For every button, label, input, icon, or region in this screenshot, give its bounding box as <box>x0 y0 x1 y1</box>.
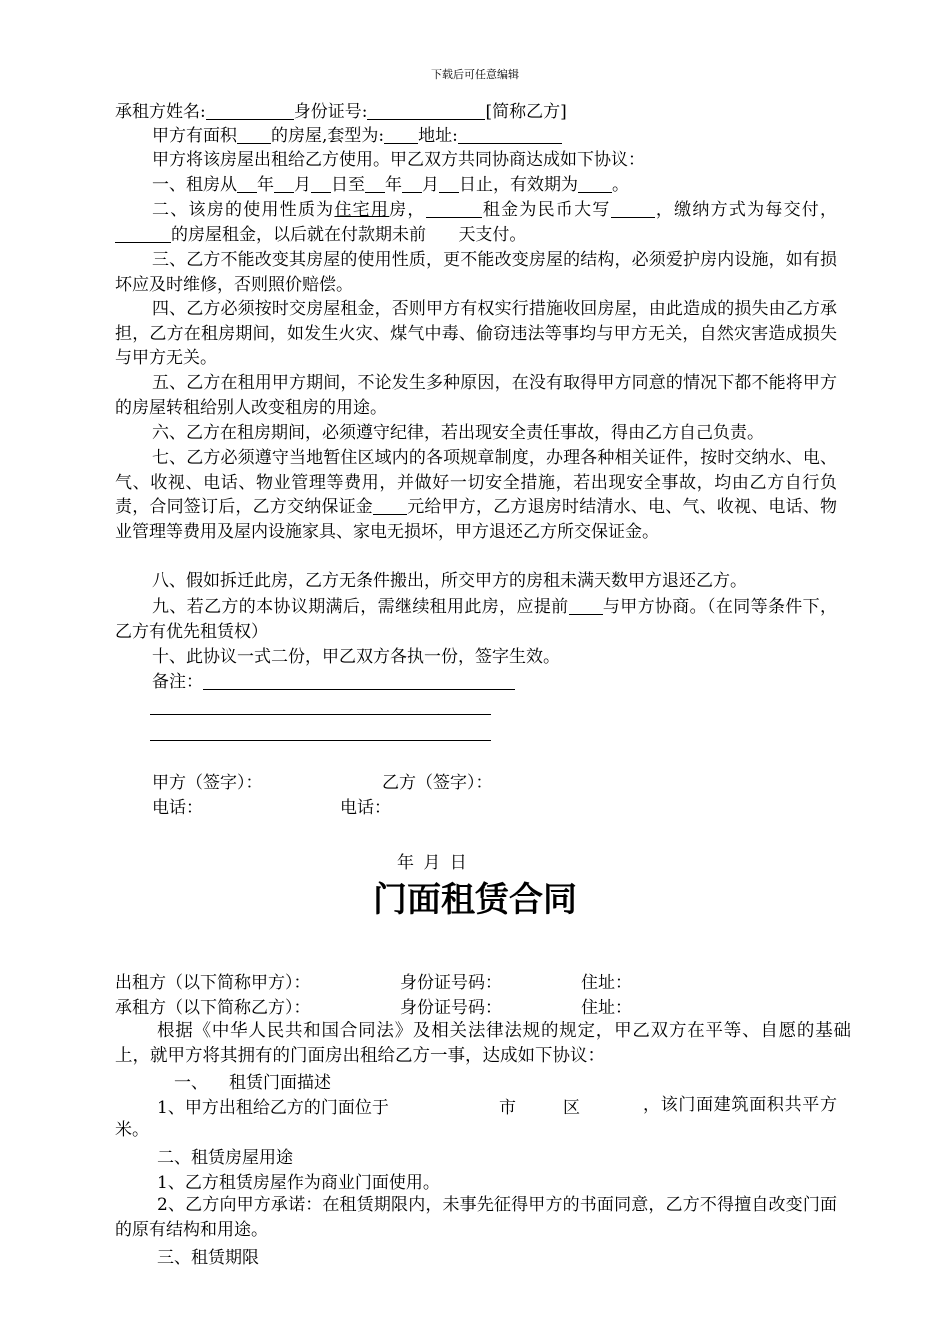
blank[interactable] <box>237 174 257 193</box>
blank[interactable] <box>274 174 294 193</box>
section-2-title: 二、租赁房屋用途 <box>157 1148 293 1168</box>
date-line: 年 月 日 <box>397 853 467 873</box>
c1-f: 月 <box>422 175 439 195</box>
c9-b: 与甲方协商。（在同等条件下，乙方有优先租赁权） <box>115 597 838 642</box>
blank[interactable] <box>311 174 331 193</box>
c1-c: 月 <box>294 175 311 195</box>
lessee-id-label: 身份证号码： <box>400 998 502 1018</box>
clause-7 <box>115 446 837 544</box>
s1-1-a: 1、甲方出租给乙方的门面位于 <box>157 1098 389 1118</box>
address-label: 地址: <box>418 126 458 146</box>
remark-blank[interactable] <box>203 671 515 690</box>
blank[interactable] <box>439 174 459 193</box>
contract-title: 门面租赁合同 <box>373 880 577 920</box>
clause-3: 三、乙方不能改变其房屋的使用性质，更不能改变房屋的结构，必须爱护房内设施，如有损坏应及时维修，否则照价赔偿。 <box>115 250 837 295</box>
clause-5: 五、乙方在租用甲方期间，不论发生多种原因，在没有取得甲方同意的情况下都不能将甲方的房屋转租给别人改变租房的用途。 <box>115 373 837 418</box>
id-blank[interactable] <box>367 101 485 120</box>
clause-9 <box>115 595 837 644</box>
sign-party-b: 乙方（签字）： <box>382 773 493 793</box>
c2-g: 天支付。 <box>458 224 527 245</box>
tenant-abbrev: [简称乙方] <box>485 102 567 122</box>
remark-line-2[interactable] <box>150 714 491 715</box>
lease1-intro: 甲方将该房屋出租给乙方使用。甲乙双方共同协商达成如下协议： <box>152 150 645 170</box>
clause-2 <box>115 198 837 247</box>
lessee-label: 承租方（以下简称乙方）： <box>115 998 311 1018</box>
phone-party-a: 电话： <box>152 798 203 818</box>
clause-4: 四、乙方必须按时交房屋租金，否则甲方有权实行措施收回房屋，由此造成的损失由乙方承担，乙方在租房期间，如发生火灾、煤气中毒、偷窃违法等事均与甲方无关，自然灾害造成损失与甲方无关。 <box>115 299 837 368</box>
clause-8: 八、假如拆迁此房，乙方无条件搬出，所交甲方的房租未满天数甲方退还乙方。 <box>152 571 747 591</box>
district-label: 区 <box>563 1098 580 1118</box>
c9-a: 九、若乙方的本协议期满后，需继续租用此房，应提前 <box>152 597 569 617</box>
s1-1-d: ，该门面建筑面积共平方米。 <box>115 1095 837 1140</box>
area-label: 甲方有面积 <box>152 126 237 146</box>
c2-d: 租金为民币大写 <box>481 200 611 220</box>
c2-usage: 住宅用 <box>334 200 390 220</box>
blank[interactable] <box>402 174 422 193</box>
notice-blank[interactable] <box>569 596 603 615</box>
layout-blank[interactable] <box>384 125 418 144</box>
blank[interactable] <box>578 174 612 193</box>
blank[interactable] <box>115 224 171 243</box>
blank[interactable] <box>611 199 655 218</box>
c2-e: ，缴纳方式为每交付， <box>654 200 838 220</box>
c1-d: 日至 <box>331 175 365 195</box>
c1-a: 一、租房从 <box>152 175 237 195</box>
section-1-title: 租赁门面描述 <box>229 1073 331 1093</box>
tenant-name-blank[interactable] <box>206 101 294 120</box>
address-blank[interactable] <box>458 125 562 144</box>
lessor-id-label: 身份证号码： <box>400 973 502 993</box>
lessor-line <box>115 968 311 993</box>
area-blank[interactable] <box>237 125 271 144</box>
section-3-title: 三、租赁期限 <box>157 1248 259 1268</box>
c2-c: 房， <box>389 200 426 220</box>
remark-line-3[interactable] <box>150 740 491 741</box>
lease2-intro: 根据《中华人民共和国合同法》及相关法律法规的规定，甲乙双方在平等、自愿的基础上，就甲方将其拥有的门面房出租给乙方一事，达成如下协议： <box>115 1021 851 1066</box>
section-1-number: 一、 <box>174 1073 208 1093</box>
blank[interactable] <box>426 199 482 218</box>
remark-line <box>115 670 837 695</box>
c1-h: 。 <box>612 175 629 195</box>
lessor-address-label: 住址： <box>581 973 632 993</box>
tenant-line <box>115 100 837 125</box>
c7-a: 七、乙方必须遵守当地暂住区域内的各项规章制度，办理各种相关证件，按时交纳水、电、气、收视、电话、物业管理等费用，并做好一切安全措施，若出现安全事故，均由乙方自行负责，合同签订后，乙方交纳保证金 <box>115 448 837 517</box>
clause-10: 十、此协议一式二份，甲乙双方各执一份，签字生效。 <box>152 647 560 667</box>
c1-e: 年 <box>385 175 402 195</box>
s2-2: 2、乙方向甲方承诺：在租赁期限内，未事先征得甲方的书面同意，乙方不得擅自改变门面的原有结构和用途。 <box>115 1195 837 1240</box>
lessee-address-label: 住址： <box>581 998 632 1018</box>
c1-g: 日止，有效期为 <box>459 175 578 195</box>
c1-b: 年 <box>257 175 274 195</box>
tenant-name-label: 承租方姓名: <box>115 102 206 122</box>
deposit-blank[interactable] <box>373 496 407 515</box>
c2-a: 二、该房的使用性质为 <box>152 200 335 220</box>
lessor-label: 出租方（以下简称甲方）： <box>115 973 311 993</box>
s2-1: 1、乙方租赁房屋作为商业门面使用。 <box>157 1173 440 1193</box>
clause-1 <box>115 173 837 198</box>
remark-label: 备注： <box>152 672 203 692</box>
clause-6: 六、乙方在租房期间，必须遵守纪律，若出现安全责任事故，得由乙方自己负责。 <box>152 423 764 443</box>
phone-party-b: 电话： <box>340 798 391 818</box>
blank[interactable] <box>365 174 385 193</box>
page-header-note: 下载后可任意编辑 <box>431 68 519 81</box>
c7-b: 元给甲方，乙方退房时结清水、电、气、收视、电话、物业管理等费用及屋内设施家具、家电无损坏，甲方退还乙方所交保证金。 <box>115 497 837 542</box>
area-line <box>115 124 837 149</box>
layout-label: 的房屋,套型为: <box>271 126 385 146</box>
id-label: 身份证号: <box>293 102 368 122</box>
sign-party-a: 甲方（签字）： <box>152 773 263 793</box>
city-label: 市 <box>499 1098 516 1118</box>
c2-f: 的房屋租金，以后就在付款期未前 <box>171 224 426 245</box>
